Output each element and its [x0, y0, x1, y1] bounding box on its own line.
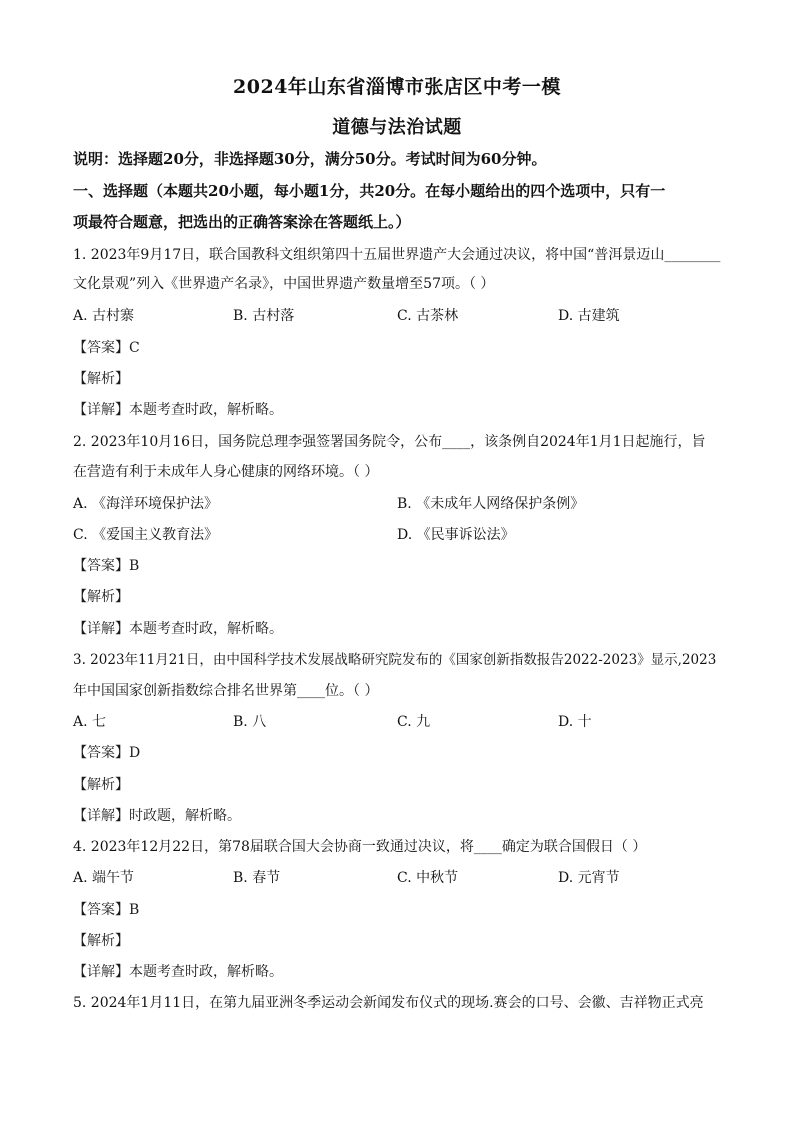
q2-option-c: C. 《爱国主义教育法》: [73, 527, 219, 543]
q4-option-c: C. 中秋节: [397, 870, 459, 886]
q4-option-b: B. 春节: [233, 870, 281, 886]
q3-answer: 【答案】D: [73, 745, 141, 761]
section-heading-line1: 一、选择题（本题共20小题，每小题1分，共20分。在每小题给出的四个选项中，只有一: [73, 182, 666, 200]
question-2-line2: 在营造有利于未成年人身心健康的网络环境。（ ）: [73, 464, 379, 480]
question-1-line1: 1. 2023年9月17日，联合国教科文组织第四十五届世界遗产大会通过决议，将中国“普洱景迈山________: [73, 247, 721, 263]
q3-option-a: A. 七: [73, 714, 107, 730]
q3-option-b: B. 八: [233, 714, 267, 730]
q3-option-d: D. 十: [558, 714, 592, 730]
q4-option-a: A. 端午节: [73, 870, 135, 886]
section-heading-line2: 项最符合题意，把选出的正确答案涂在答题纸上。）: [73, 213, 411, 231]
q1-analysis: 【解析】: [73, 371, 129, 387]
q4-option-d: D. 元宵节: [558, 870, 620, 886]
question-5-line1: 5. 2024年1月11日，在第九届亚洲冬季运动会新闻发布仪式的现场.赛会的口号、会徽、吉祥物正式亮: [73, 995, 704, 1011]
q2-analysis: 【解析】: [73, 589, 129, 605]
q1-option-b: B. 古村落: [233, 308, 295, 324]
question-4-line1: 4. 2023年12月22日，第78届联合国大会协商一致通过决议，将____确定为联合国假日（ ）: [73, 839, 647, 855]
q3-analysis: 【解析】: [73, 777, 129, 793]
q1-option-c: C. 古茶林: [397, 308, 459, 324]
q2-option-b: B. 《未成年人网络保护条例》: [397, 496, 585, 512]
question-2-line1: 2. 2023年10月16日，国务院总理李强签署国务院令，公布____，该条例自2024年1月1日起施行，旨: [73, 434, 706, 450]
page-title: 2024年山东省淄博市张店区中考一模: [233, 76, 561, 98]
q4-analysis: 【解析】: [73, 933, 129, 949]
q3-option-c: C. 九: [397, 714, 431, 730]
q4-detail: 【详解】本题考查时政，解析略。: [73, 964, 283, 980]
q3-detail: 【详解】时政题，解析略。: [73, 808, 241, 824]
question-3-line1: 3. 2023年11月21日，由中国科学技术发展战略研究院发布的《国家创新指数报告2022-2023》显示,2023: [73, 652, 717, 668]
question-1-line2: 文化景观”列入《世界遗产名录》，中国世界遗产数量增至57项。（ ）: [73, 276, 495, 292]
q2-option-d: D. 《民事诉讼法》: [397, 527, 515, 543]
exam-note: 说明：选择题20分，非选择题30分，满分50分。考试时间为60分钟。: [73, 150, 547, 168]
q1-detail: 【详解】本题考查时政，解析略。: [73, 402, 283, 418]
q2-answer: 【答案】B: [73, 558, 140, 574]
q1-option-a: A. 古村寨: [73, 308, 135, 324]
q2-detail: 【详解】本题考查时政，解析略。: [73, 621, 283, 637]
q4-answer: 【答案】B: [73, 902, 140, 918]
page-subtitle: 道德与法治试题: [332, 117, 462, 138]
q1-answer: 【答案】C: [73, 340, 140, 356]
question-3-line2: 年中国国家创新指数综合排名世界第____位。（ ）: [73, 683, 379, 699]
q1-option-d: D. 古建筑: [558, 308, 620, 324]
q2-option-a: A. 《海洋环境保护法》: [73, 496, 219, 512]
